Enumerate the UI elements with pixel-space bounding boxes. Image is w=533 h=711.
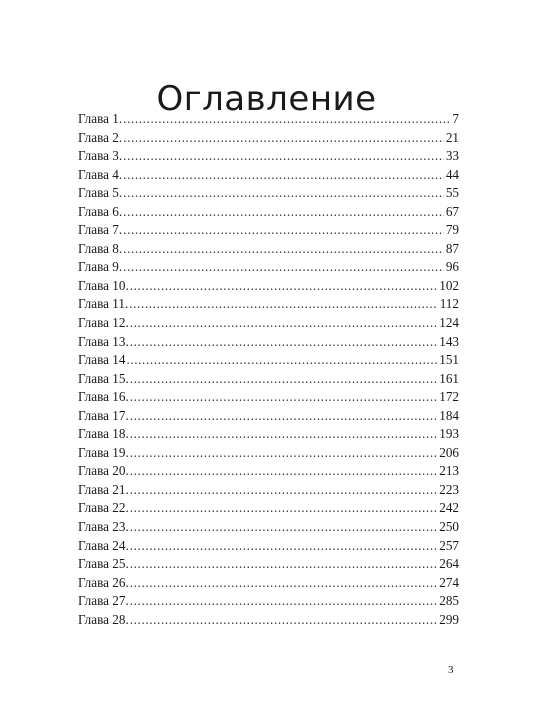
- toc-entry: [78, 258, 459, 277]
- dot-leader: [126, 351, 437, 370]
- toc-entry: [78, 444, 459, 463]
- dot-leader: [130, 462, 437, 481]
- toc-entry: [78, 129, 459, 148]
- dot-leader: [130, 611, 437, 630]
- toc-entry-page: 285: [439, 593, 459, 609]
- toc-entry-page: 87: [445, 240, 459, 256]
- toc-entry-page: 274: [439, 574, 459, 590]
- dot-leader: [123, 184, 444, 203]
- toc-entry-label: Глава 11.: [78, 296, 129, 312]
- toc-entry: [78, 499, 459, 518]
- toc-entry-page: 44: [445, 166, 459, 182]
- toc-entry-label: Глава 7.: [78, 222, 123, 238]
- page-number: 3: [448, 664, 454, 676]
- toc-entry-label: Глава 17.: [78, 407, 129, 423]
- toc-entry: [78, 555, 459, 574]
- toc-entry: [78, 314, 459, 333]
- dot-leader: [130, 518, 437, 537]
- toc-entry: [78, 221, 459, 240]
- toc-entry-label: Глава 19.: [78, 444, 129, 460]
- toc-entry-page: 250: [439, 519, 459, 535]
- toc-entry: [78, 110, 459, 129]
- dot-leader: [123, 166, 444, 185]
- dot-leader: [130, 499, 437, 518]
- dot-leader: [123, 203, 444, 222]
- toc-entry: [78, 481, 459, 500]
- toc-entry-page: 21: [445, 129, 459, 145]
- toc-entry-label: Глава 1.: [78, 111, 123, 126]
- toc-entry: [78, 295, 459, 314]
- toc-entry-label: Глава 23.: [78, 519, 129, 535]
- dot-leader: [130, 388, 437, 407]
- dot-leader: [130, 314, 437, 333]
- toc-entry-label: Глава 10.: [78, 277, 129, 293]
- dot-leader: [129, 295, 437, 314]
- toc-entry-label: Глава 26.: [78, 574, 129, 590]
- dot-leader: [130, 277, 437, 296]
- toc-entry-page: 112: [439, 296, 459, 312]
- toc-entry: [78, 370, 459, 389]
- toc-entry-page: 33: [445, 148, 459, 164]
- toc-entry-label: Глава 12.: [78, 315, 129, 331]
- toc-entry-page: 96: [445, 259, 459, 275]
- toc-entry-page: 223: [439, 481, 459, 497]
- toc-entry-page: 264: [439, 556, 459, 572]
- toc-entry-label: Глава 14: [78, 352, 126, 368]
- dot-leader: [130, 425, 437, 444]
- toc-entry-label: Глава 22.: [78, 500, 129, 516]
- dot-leader: [123, 221, 444, 240]
- toc-entry-page: 55: [445, 185, 459, 201]
- toc-entry-label: Глава 13.: [78, 333, 129, 349]
- toc-entry-label: Глава 16.: [78, 389, 129, 405]
- toc-entry-page: 184: [439, 407, 459, 423]
- toc-entry-page: 7: [452, 111, 459, 126]
- toc-entry-label: Глава 8.: [78, 240, 123, 256]
- toc-entry-label: Глава 25.: [78, 556, 129, 572]
- dot-leader: [123, 258, 444, 277]
- toc-entry-page: 257: [439, 537, 459, 553]
- toc-entry-label: Глава 21.: [78, 481, 129, 497]
- toc-entry-label: Глава 9.: [78, 259, 123, 275]
- toc-entry: [78, 277, 459, 296]
- toc-entry: [78, 407, 459, 426]
- dot-leader: [130, 333, 437, 352]
- toc-entry-page: 172: [439, 389, 459, 405]
- toc-entry-label: Глава 5.: [78, 185, 123, 201]
- toc-entry-label: Глава 28.: [78, 611, 129, 627]
- toc-entry: [78, 425, 459, 444]
- dot-leader: [130, 407, 437, 426]
- toc-entry: [78, 166, 459, 185]
- dot-leader: [130, 444, 437, 463]
- toc-entry-page: 193: [439, 426, 459, 442]
- toc-entry-label: Глава 2.: [78, 129, 123, 145]
- toc-entry-page: 79: [445, 222, 459, 238]
- toc-entry: [78, 518, 459, 537]
- toc-entry-label: Глава 20.: [78, 463, 129, 479]
- dot-leader: [130, 555, 437, 574]
- toc-entry: [78, 611, 459, 630]
- toc-entry-page: 161: [439, 370, 459, 386]
- dot-leader: [130, 537, 437, 556]
- toc-entry: [78, 203, 459, 222]
- toc-entry-label: Глава 6.: [78, 203, 123, 219]
- toc-entry-page: 151: [439, 352, 459, 368]
- page-title: Оглавление: [156, 78, 377, 119]
- toc-entry-label: Глава 24.: [78, 537, 129, 553]
- toc-entry-label: Глава 27.: [78, 593, 129, 609]
- toc-entry-label: Глава 15.: [78, 370, 129, 386]
- toc-entry-label: Глава 4.: [78, 166, 123, 182]
- toc-entry: [78, 592, 459, 611]
- dot-leader: [130, 370, 437, 389]
- toc-entry-label: Глава 18.: [78, 426, 129, 442]
- toc-entry-page: 299: [439, 611, 459, 627]
- toc-entry-page: 67: [445, 203, 459, 219]
- toc-entry: [78, 388, 459, 407]
- toc-entry: [78, 574, 459, 593]
- toc-entry-page: 124: [439, 315, 459, 331]
- toc-entry: [78, 147, 459, 166]
- dot-leader: [123, 147, 444, 166]
- toc-entry: [78, 240, 459, 259]
- toc-entry-label: Глава 3.: [78, 148, 123, 164]
- table-of-contents: [78, 110, 459, 629]
- toc-entry: [78, 537, 459, 556]
- toc-entry: [78, 351, 459, 370]
- dot-leader: [123, 110, 450, 129]
- toc-entry-page: 102: [439, 277, 459, 293]
- toc-entry: [78, 333, 459, 352]
- toc-entry-page: 242: [439, 500, 459, 516]
- dot-leader: [130, 592, 437, 611]
- dot-leader: [123, 129, 444, 148]
- toc-entry-page: 143: [439, 333, 459, 349]
- dot-leader: [130, 574, 437, 593]
- toc-entry-page: 206: [439, 444, 459, 460]
- dot-leader: [130, 481, 437, 500]
- toc-entry: [78, 184, 459, 203]
- dot-leader: [123, 240, 444, 259]
- toc-entry-page: 213: [439, 463, 459, 479]
- toc-entry: [78, 462, 459, 481]
